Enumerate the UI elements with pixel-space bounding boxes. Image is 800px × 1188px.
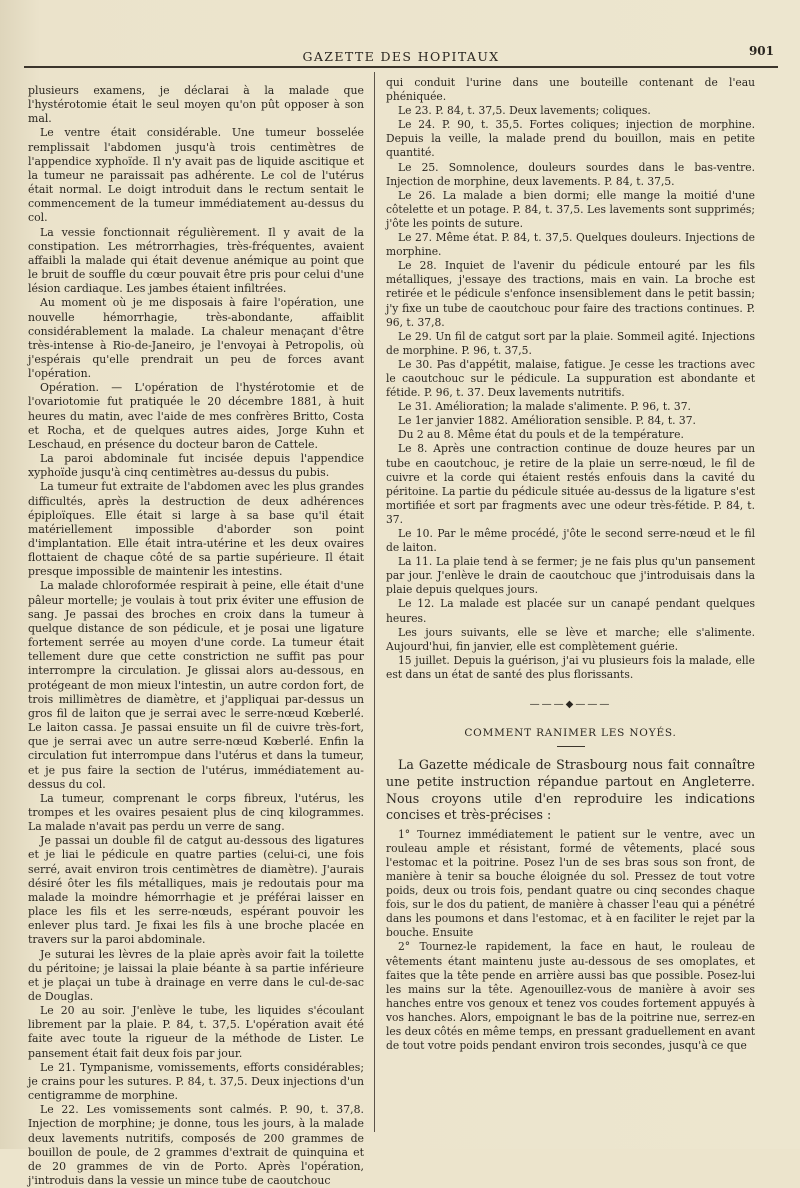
- paragraph: La 11. La plaie tend à se fermer; je ne fais plus qu'un pansement par jour. J'enlève le drain de caoutchouc que j'introduisais dans la plaie depuis quelques jours.: [386, 555, 755, 597]
- right-column: [375, 70, 757, 1134]
- paragraph: Le 31. Amélioration; la malade s'alimente. P. 96, t. 37.: [398, 400, 691, 414]
- paragraph: 15 juillet. Depuis la guérison, j'ai vu plusieurs fois la malade, elle est dans un état de santé des plus florissants.: [386, 653, 755, 681]
- instruction-step: 1° Tournez immédiatement le patient sur le ventre, avec un rouleau ample et résistant, formé de vêtements, placé sous l'estomac et la poitrine. Posez l'un de ses bras sous son front, de manière à tenir sa bouche éloignée du sol. Pressez de tout votre poids, deux ou trois fois, pendant quatre ou cinq secondes chaque fois, sur le dos du patient, de manière à chasser l'eau qui a pénétré dans les poumons et dans l'estomac, et à en faciliter le rejet par la bouche. Ensuite: [386, 827, 755, 940]
- paragraph: La tumeur, comprenant le corps fibreux, l'utérus, les trompes et les ovaires pesaient plus de cinq kilogrammes. La malade n'avait pas perdu un verre de sang.: [28, 791, 364, 834]
- paragraph: Le 22. Les vomissements sont calmés. P. 90, t. 37,8. Injection de morphine; je donne, tous les jours, à la malade deux lavements nutritifs, composés de 200 grammes de bouillon de poule, de 2 grammes d'extrait de quinquina et de 20 grammes de vin de Porto. Après l'opération, j'introduis dans la vessie un mince tube de caoutchouc: [28, 1103, 364, 1188]
- paragraph: Le 30. Pas d'appétit, malaise, fatigue. Je cesse les tractions avec le caoutchouc sur le pédicule. La suppuration est abondante et fétide. P. 96, t. 37. Deux lavements nutritifs.: [386, 357, 755, 400]
- paragraph: Le 23. P. 84, t. 37,5. Deux lavements; coliques.: [398, 104, 651, 118]
- paragraph: Le 25. Somnolence, douleurs sourdes dans le bas-ventre. Injection de morphine, deux lavements. P. 84, t. 37,5.: [386, 160, 755, 188]
- paragraph: qui conduit l'urine dans une bouteille contenant de l'eau phéniquée.: [386, 76, 755, 104]
- page-title: GAZETTE DES HOPITAUX: [302, 49, 500, 64]
- paragraph: Le 20 au soir. J'enlève le tube, les liquides s'écoulant librement par la plaie. P. 84, t. 37,5. L'opération avait été faite avec toute la rigueur de la méthode de Lister. Le pansement était fait deux fois par jour.: [28, 1004, 364, 1060]
- paragraph: La paroi abdominale fut incisée depuis l'appendice xyphoïde jusqu'à cinq centimètres au-dessus du pubis.: [28, 452, 364, 480]
- paragraph: Le 29. Un fil de catgut sort par la plaie. Sommeil agité. Injections de morphine. P. 96, t. 37,5.: [386, 329, 755, 357]
- paragraph: Le 24. P. 90, t. 35,5. Fortes coliques; injection de morphine. Depuis la veille, la malade prend du bouillon, mais en petite quantité.: [386, 118, 755, 160]
- left-column: [24, 70, 374, 1188]
- paragraph: Le 1er janvier 1882. Amélioration sensible. P. 84, t. 37.: [398, 414, 696, 428]
- paragraph: La vessie fonctionnait régulièrement. Il y avait de la constipation. Les métrorrhagies, très-fréquentes, avaient affaibli la malade qui était devenue anémique au point que le bruit de souffle du cœur pouvait être pris pour celui d'une lésion cardiaque. Les jambes étaient infiltrées.: [28, 225, 364, 296]
- title-rule: [557, 746, 585, 747]
- paragraph: Je suturai les lèvres de la plaie après avoir fait la toilette du péritoine; je laissai la plaie béante à sa partie inférieure et je plaçai un tube à drainage en verre dans le cul-de-sac de Douglas.: [28, 947, 364, 1003]
- paragraph: Du 2 au 8. Même état du pouls et de la température.: [398, 428, 684, 442]
- paragraph: La malade chloroformée respirait à peine, elle était d'une pâleur mortelle; je voulais à tout prix éviter une effusion de sang. Je passai des broches en croix dans la tumeur à quelque distance de son pédicule, et je posai une ligature fortement serrée au moyen d'une corde. La tumeur était tellement dure que cette constriction ne suffit pas pour interrompre la circulation. Je glissai alors au-dessous, en protégeant de mon mieux l'intestin, un autre cordon fort, de trois millimètres de diamètre, et j'appliquai par-dessus un gros fil de laiton que je serrai avec le serre-nœud Kœberlé. Le laiton cassa. Je passai ensuite un fil de cuivre très-fort, que je serrai avec un autre serre-nœud Kœberlé. Enfin la circulation fut interrompue dans l'utérus et dans la tumeur, et je pus faire la section de l'utérus, immédiatement au-dessus du col.: [28, 579, 364, 791]
- paragraph: plusieurs examens, je déclarai à la malade que l'hystérotomie était le seul moyen qu'on pût opposer à son mal.: [28, 84, 364, 126]
- paragraph: Le 8. Après une contraction continue de douze heures par un tube en caoutchouc, je retire de la plaie un serre-nœud, le fil de cuivre et la corde qui étaient restés enfouis dans la cavité du péritoine. La partie du pédicule située au-dessus de la ligature s'est mortifiée et sort par fragments avec une odeur très-fétide. P. 84, t. 37.: [386, 442, 755, 526]
- paragraph: Je passai un double fil de catgut au-dessous des ligatures et je liai le pédicule en quatre parties (celui-ci, une fois serré, avait environ trois centimètres de diamètre). J'aurais désiré ôter les fils métalliques, mais je redoutais pour ma malade la moindre hémorrhagie et je préférai laisser en place les fils et les serre-nœuds, espérant pouvoir les enlever plus tard. Je fixai les fils à une broche placée en travers sur la paroi abdominale.: [28, 834, 364, 947]
- paragraph: Au moment où je me disposais à faire l'opération, une nouvelle hémorrhagie, très-abondante, affaiblit considérablement la malade. La chaleur menaçant d'être très-intense à Rio-de-Janeiro, je l'envoyai à Petropolis, où j'espérais qu'elle prendrait un peu de forces avant l'opération.: [28, 296, 364, 381]
- section-title: COMMENT RANIMER LES NOYÉS.: [464, 727, 677, 740]
- paragraph: Le ventre était considérable. Une tumeur bosselée remplissait l'abdomen jusqu'à trois centimètres de l'appendice xyphoïde. Il n'y avait pas de liquide ascitique et la tumeur ne paraissait pas adhérente. Le col de l'utérus était normal. Le doigt introduit dans le rectum sentait le commencement de la tumeur immédiatement au-dessus du col.: [28, 126, 364, 225]
- paragraph: Le 21. Tympanisme, vomissements, efforts considérables; je crains pour les sutures. P. 84, t. 37,5. Deux injections d'un centigramme de morphine.: [28, 1060, 364, 1103]
- paragraph: Le 28. Inquiet de l'avenir du pédicule entouré par les fils métalliques, j'essaye des tractions, mais en vain. La broche est retirée et le pédicule s'enfonce insensiblement dans le petit bassin; j'y fixe un tube de caoutchouc pour faire des tractions continues. P. 96, t. 37,8.: [386, 259, 755, 329]
- instruction-step: 2° Tournez-le rapidement, la face en haut, le rouleau de vêtements étant maintenu juste au-dessous de ses omoplates, et faites que la tête pende en arrière aussi bas que possible. Posez-lui les mains sur la tête. Agenouillez-vous de manière à avoir ses hanches entre vos genoux et tenez vos coudes fortement appuyés à vos hanches. Alors, empoignant le bas de la poitrine nue, serrez-en les deux côtés en même temps, en pressant graduellement en avant de tout votre poids pendant environ trois secondes, jusqu'à ce que: [386, 940, 755, 1053]
- page-number: 901: [748, 44, 774, 58]
- paragraph: Les jours suivants, elle se lève et marche; elle s'alimente. Aujourd'hui, fin janvier, elle est complètement guérie.: [386, 625, 755, 653]
- paragraph: Le 10. Par le même procédé, j'ôte le second serre-nœud et le fil de laiton.: [386, 527, 755, 555]
- paragraph: Opération. — L'opération de l'hystérotomie et de l'ovariotomie fut pratiquée le 20 décembre 1881, à huit heures du matin, avec l'aide de mes confrères Britto, Costa et Rocha, et de quelques autres aides, Jorge Kuhn et Leschaud, en présence du docteur baron de Cattele.: [28, 381, 364, 451]
- paragraph: Le 27. Même état. P. 84, t. 37,5. Quelques douleurs. Injections de morphine.: [386, 231, 755, 259]
- section-intro: La Gazette médicale de Strasbourg nous fait connaître une petite instruction répandue partout en Angleterre. Nous croyons utile d'en reproduire les indications concises et très-précises :: [386, 757, 755, 823]
- paragraph: Le 12. La malade est placée sur un canapé pendant quelques heures.: [386, 597, 755, 625]
- paragraph: La tumeur fut extraite de l'abdomen avec les plus grandes difficultés, après la destruction de deux adhérences épiploïques. Elle était si large à sa base qu'il était matériellement impossible d'aborder son point d'implantation. Elle était intra-utérine et les deux ovaires flottaient de chaque côté de sa partie supérieure. Il était presque impossible de maintenir les intestins.: [28, 480, 364, 579]
- paragraph: Le 26. La malade a bien dormi; elle mange la moitié d'une côtelette et un potage. P. 84, t. 37,5. Les lavements sont supprimés; j'ôte les points de suture.: [386, 188, 755, 230]
- section-ornament: ———◆———: [529, 699, 612, 711]
- text-columns: [24, 70, 778, 1188]
- header-rule: [24, 66, 778, 68]
- page-header: [24, 0, 778, 70]
